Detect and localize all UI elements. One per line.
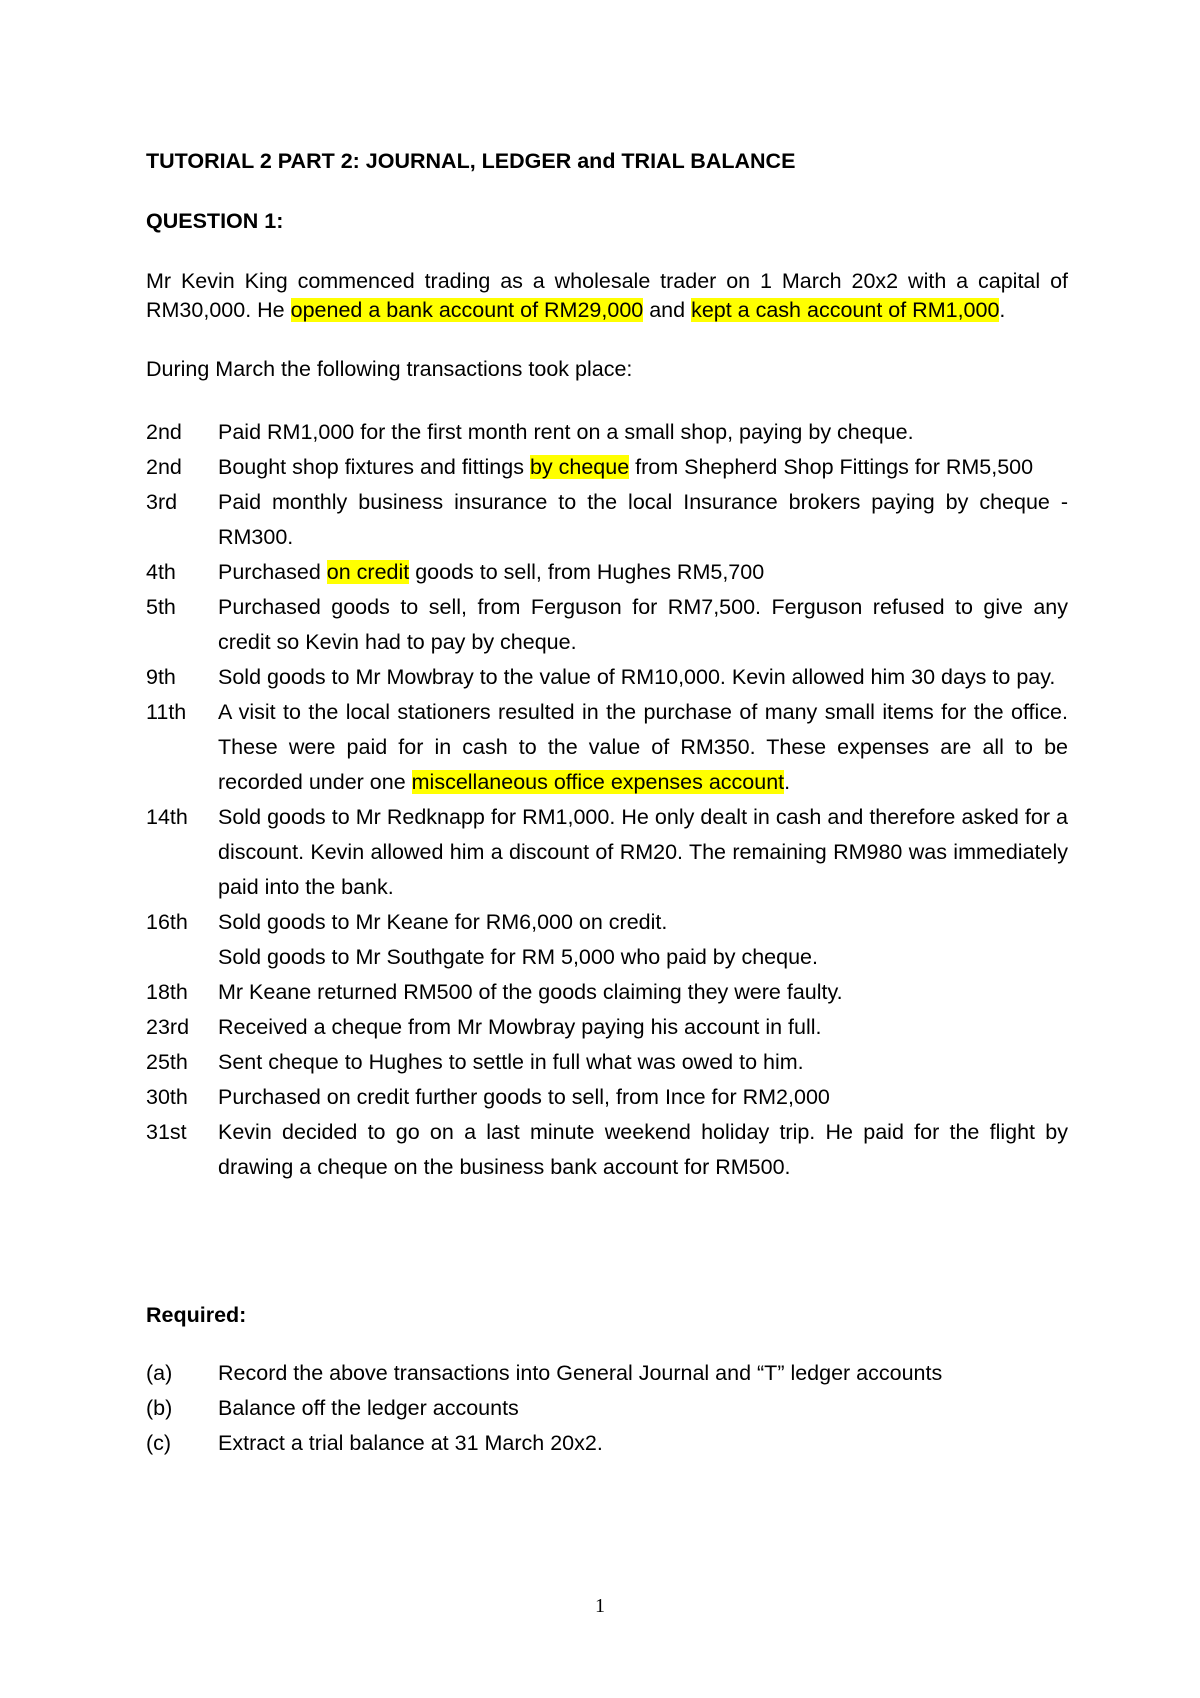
intro-highlight-cash: kept a cash account of RM1,000 [691, 298, 1000, 322]
transaction-text [218, 450, 1068, 485]
transaction-text: Purchased goods to sell, from Ferguson for RM7,500. Ferguson refused to give any credit so Kevin had to pay by cheque. [218, 595, 1068, 654]
requirement-list [146, 1356, 1068, 1461]
required-heading: Required: [146, 1303, 247, 1327]
transaction-item [146, 800, 1068, 905]
transaction-date: 18th [146, 980, 188, 1004]
transaction-item [146, 450, 1068, 485]
transaction-item [146, 660, 1068, 695]
requirement-item [146, 1356, 1068, 1391]
transaction-text: Mr Keane returned RM500 of the goods claiming they were faulty. [218, 980, 843, 1004]
requirement-item [146, 1391, 1068, 1426]
transaction-date: 5th [146, 595, 176, 619]
highlighted-text: on credit [326, 560, 410, 584]
transaction-text: Purchased on credit further goods to sell, from Ince for RM2,000 [218, 1085, 830, 1109]
intro-highlight-bank: opened a bank account of RM29,000 [290, 298, 644, 322]
requirement-item [146, 1426, 1068, 1461]
transaction-text [218, 555, 1068, 590]
transaction-date: 2nd [146, 420, 182, 444]
text-segment: Bought shop fixtures and fittings [218, 455, 530, 479]
transaction-item [146, 590, 1068, 660]
transaction-text: Sold goods to Mr Mowbray to the value of RM10,000. Kevin allowed him 30 days to pay. [218, 665, 1056, 689]
text-segment: . [784, 770, 791, 794]
transaction-text: Paid monthly business insurance to the local Insurance brokers paying by cheque - RM300. [218, 490, 1068, 549]
requirement-key: (a) [146, 1361, 173, 1385]
transaction-item [146, 1080, 1068, 1115]
page-title: TUTORIAL 2 PART 2: JOURNAL, LEDGER and TRIAL BALANCE [146, 149, 796, 173]
transaction-text: Paid RM1,000 for the first month rent on a small shop, paying by cheque. [218, 420, 914, 444]
text-segment: goods to sell, from Hughes RM5,700 [409, 560, 765, 584]
transaction-text: Sold goods to Mr Redknapp for RM1,000. He only dealt in cash and therefore asked for a discount. Kevin allowed him a discount of RM20. The remaining RM980 was immediately paid into the bank. [218, 805, 1068, 899]
transaction-text: Received a cheque from Mr Mowbray paying his account in full. [218, 1015, 822, 1039]
highlighted-text: by cheque [529, 455, 630, 479]
transaction-item [146, 415, 1068, 450]
requirement-text: Record the above transactions into General Journal and “T” ledger accounts [218, 1361, 943, 1385]
transaction-date: 30th [146, 1085, 188, 1109]
transaction-item [146, 940, 1068, 975]
transaction-date: 31st [146, 1120, 187, 1144]
transaction-item [146, 905, 1068, 940]
transaction-date: 25th [146, 1050, 188, 1074]
transaction-item [146, 555, 1068, 590]
transaction-item [146, 695, 1068, 800]
text-segment: A visit to the local stationers resulted in the purchase of many small items for the office. These were paid for in cash to the value of RM350. These expenses are all to be recorded under one [218, 700, 1068, 794]
intro-text: . [999, 298, 1006, 322]
transactions-intro: During March the following transactions took place: [146, 357, 633, 381]
transaction-date: 9th [146, 665, 176, 689]
intro-paragraph [146, 267, 1068, 325]
intro-text: Mr Kevin King commenced trading as a wholesale trader on 1 March 20x2 with a capital of RM30,000. He [146, 269, 1068, 322]
highlighted-text: miscellaneous office expenses account [411, 770, 785, 794]
page-number: 1 [595, 1595, 605, 1617]
requirement-text: Balance off the ledger accounts [218, 1396, 519, 1420]
text-segment: from Shepherd Shop Fittings for RM5,500 [629, 455, 1034, 479]
transaction-item [146, 1045, 1068, 1080]
transaction-item [146, 485, 1068, 555]
transaction-item [146, 1115, 1068, 1185]
transaction-item [146, 975, 1068, 1010]
transaction-date [146, 940, 218, 975]
text-segment: Purchased [218, 560, 327, 584]
transaction-date: 23rd [146, 1015, 190, 1039]
transaction-list [146, 415, 1068, 1185]
requirement-key: (b) [146, 1396, 173, 1420]
question-heading: QUESTION 1: [146, 209, 284, 233]
transaction-date: 4th [146, 560, 176, 584]
transaction-date: 14th [146, 805, 188, 829]
transaction-date: 11th [146, 700, 187, 724]
transaction-text [218, 695, 1068, 800]
transaction-text: Sold goods to Mr Keane for RM6,000 on credit. [218, 910, 668, 934]
requirement-key: (c) [146, 1431, 172, 1455]
transaction-date: 2nd [146, 455, 182, 479]
requirement-text: Extract a trial balance at 31 March 20x2. [218, 1431, 603, 1455]
transaction-text: Sold goods to Mr Southgate for RM 5,000 who paid by cheque. [218, 945, 818, 969]
transaction-text: Kevin decided to go on a last minute weekend holiday trip. He paid for the flight by drawing a cheque on the business bank account for RM500. [218, 1120, 1068, 1179]
transaction-date: 3rd [146, 490, 178, 514]
transaction-text: Sent cheque to Hughes to settle in full what was owed to him. [218, 1050, 804, 1074]
intro-text: and [643, 298, 692, 322]
transaction-item [146, 1010, 1068, 1045]
transaction-date: 16th [146, 910, 188, 934]
